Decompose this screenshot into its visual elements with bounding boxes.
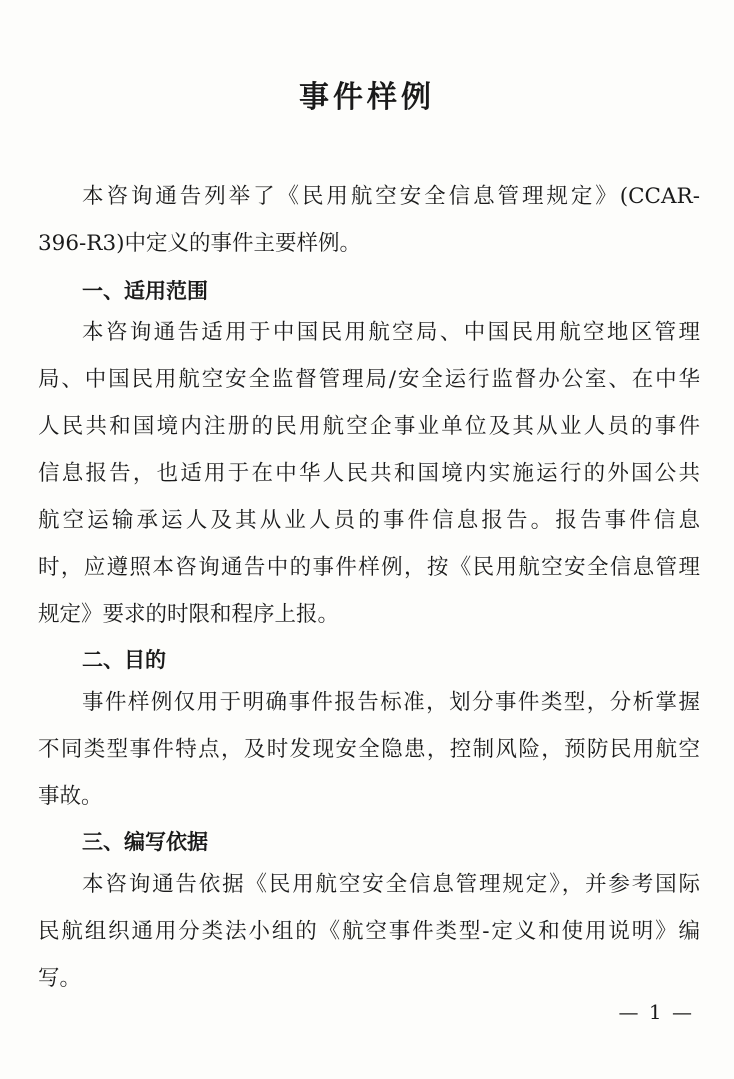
document-title: 事件样例 bbox=[299, 80, 435, 115]
section2-heading: 二、目的 bbox=[82, 648, 166, 672]
section1-line-5: 航空运输承运人及其从业人员的事件信息报告。报告事件信息 bbox=[38, 508, 700, 533]
section1-line-4: 信息报告，也适用于在中华人民共和国境内实施运行的外国公共 bbox=[38, 461, 700, 486]
intro-line-2: 396-R3)中定义的事件主要样例。 bbox=[38, 231, 362, 256]
section3-line-3: 写。 bbox=[38, 966, 82, 991]
section1-line-7: 规定》要求的时限和程序上报。 bbox=[38, 602, 340, 627]
intro-line-1: 本咨询通告列举了《民用航空安全信息管理规定》(CCAR- bbox=[82, 184, 700, 209]
section3-line-2: 民航组织通用分类法小组的《航空事件类型-定义和使用说明》编 bbox=[38, 919, 700, 944]
section2-line-2: 不同类型事件特点，及时发现安全隐患，控制风险，预防民用航空 bbox=[38, 737, 700, 762]
section2-line-1: 事件样例仅用于明确事件报告标准，划分事件类型，分析掌握 bbox=[82, 690, 700, 715]
section1-line-3: 人民共和国境内注册的民用航空企事业单位及其从业人员的事件 bbox=[38, 414, 700, 439]
section1-line-2: 局、中国民用航空安全监督管理局/安全运行监督办公室、在中华 bbox=[38, 367, 700, 392]
section3-heading: 三、编写依据 bbox=[82, 830, 208, 854]
page-number: — 1 — bbox=[618, 1000, 694, 1024]
section3-line-1: 本咨询通告依据《民用航空安全信息管理规定》，并参考国际 bbox=[82, 872, 700, 897]
section1-line-1: 本咨询通告适用于中国民用航空局、中国民用航空地区管理 bbox=[82, 320, 700, 345]
section1-heading: 一、适用范围 bbox=[82, 279, 208, 303]
section1-line-6: 时，应遵照本咨询通告中的事件样例，按《民用航空安全信息管理 bbox=[38, 555, 700, 580]
section2-line-3: 事故。 bbox=[38, 784, 103, 809]
